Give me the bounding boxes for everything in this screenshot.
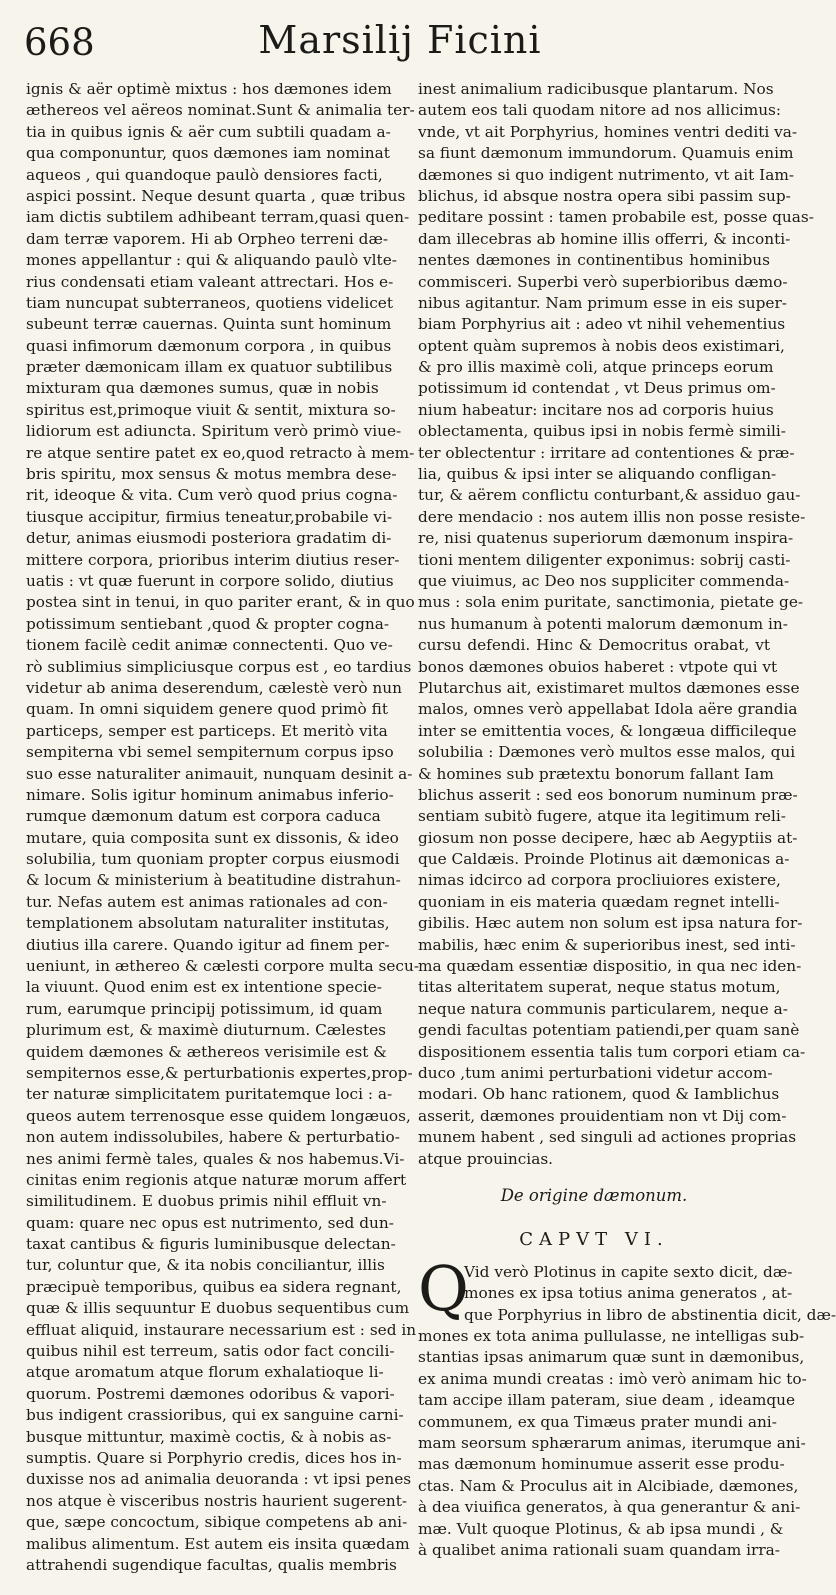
text-line: aspici possint. Neque desunt quarta , quæ tribus (26, 186, 406, 205)
text-line: uatis : vt quæ fuerunt in corpore solido, diutius (26, 571, 394, 590)
text-line: bris spiritu, mox sensus & motus membra dese- (26, 465, 397, 484)
text-line: attrahendi sugendique facultas, qualis membris (26, 1555, 397, 1574)
text-line: mam seorsum sphærarum animas, iterumque ani- (418, 1434, 806, 1453)
text-line: re, nisi quatenus superiorum dæmonum inspira- (418, 529, 794, 548)
text-line: vnde, vt ait Porphyrius, homines ventri dediti va- (418, 122, 798, 141)
text-line: qua componuntur, quos dæmones iam nominat (26, 144, 390, 163)
text-line: ueniunt, in æthereo & cælesti corpore multa secu- (26, 957, 420, 976)
text-line: que Porphyrius in libro de abstinentia dicit, dæ- (464, 1305, 836, 1324)
text-line: subeunt terræ cauernas. Quinta sunt hominum (26, 315, 392, 334)
text-line: potissimum id contendat , vt Deus primus om- (418, 379, 776, 398)
text-line: optent quàm supremos à nobis deos existimari, (418, 336, 785, 355)
text-line: mittere corpora, prioribus interim diutius reser- (26, 550, 400, 569)
text-line: plurimum est, & maximè diuturnum. Cælestes (26, 1021, 386, 1040)
text-line: giosum non posse decipere, hæc ab Aegyptiis at- (418, 828, 798, 847)
text-line: rum, earumque principij potissimum, id quam (26, 999, 383, 1018)
text-line: tiam nuncupat subterraneos, quotiens videlicet (26, 293, 393, 312)
text-line: ter naturæ simplicitatem puritatemque loci : a- (26, 1085, 393, 1104)
text-line: rius condensati etiam valeant attrectari. Hos e- (26, 272, 394, 291)
chapter-indented-lines (418, 1262, 836, 1326)
text-line: quæ & illis sequuntur E duobus sequentibus cum (26, 1299, 410, 1318)
text-line: quorum. Postremi dæmones odoribus & vapori- (26, 1384, 395, 1403)
text-line: nus humanum à potenti malorum dæmonum in- (418, 614, 788, 633)
text-line: ignis & aër optimè mixtus : hos dæmones idem (26, 80, 392, 98)
text-line: lia, quibus & ipsi inter se aliquando confligan- (418, 465, 777, 484)
text-line: rit, ideoque & vita. Cum verò quod prius cogna- (26, 486, 398, 505)
text-line: stantias ipsas animarum quæ sunt in dæmonibus, (418, 1348, 805, 1367)
text-line: busque mittuntur, maximè coctis, & à nobis as- (26, 1427, 392, 1446)
text-line: dispositionem essentia talis tum corpori etiam ca- (418, 1042, 806, 1061)
text-line: similitudinem. E duobus primis nihil effluit vn- (26, 1192, 387, 1211)
text-line: spiritus est,primoque viuit & sentit, mixtura so- (26, 400, 396, 419)
text-line: lidiorum est adiuncta. Spiritum verò primò viue- (26, 422, 402, 441)
text-line: nes animi fermè tales, quales & nos habemus.Vi- (26, 1149, 405, 1168)
chapter-heading: CAPVT VI. (519, 1228, 669, 1250)
text-line: neque natura communis particularem, neque a- (418, 999, 788, 1018)
text-line: effluat aliquid, instaurare necessarium est : sed in (26, 1320, 417, 1339)
text-line: rò sublimius simpliciusque corpus est , eo tardius (26, 657, 412, 676)
text-line: duco ,tum animi perturbationi videtur accom- (418, 1063, 773, 1082)
text-line: rumque dæmonum datum est corpora caduca (26, 807, 381, 826)
text-line: suo esse naturaliter animauit, nunquam desinit a- (26, 764, 413, 783)
text-line: duxisse nos ad animalia deuoranda : vt ipsi penes (26, 1470, 412, 1489)
text-line: sempiternos esse,& perturbationis expertes,prop- (26, 1063, 413, 1082)
text-line: ctas. Nam & Proculus ait in Alcibiade, dæmones, (418, 1476, 799, 1495)
text-line: tur. Nefas autem est animas rationales ad con- (26, 892, 388, 911)
text-line: sa fiunt dæmonum immundorum. Quamuis enim (418, 144, 794, 163)
text-line: que viuimus, ac Deo nos suppliciter commenda- (418, 571, 790, 590)
text-line: nos atque è visceribus nostris haurient sugerent- (26, 1491, 408, 1510)
text-line: & pro illis maximè coli, atque princeps eorum (418, 358, 774, 377)
text-line: que Caldæis. Proinde Plotinus ait dæmonicas a- (418, 850, 790, 869)
text-line: re atque sentire patet ex eo,quod retracto à mem- (26, 443, 415, 462)
running-title: Marsilij Ficini (258, 18, 542, 62)
text-line: mones appellantur : qui & aliquando paulò vlte- (26, 251, 397, 270)
text-line: mus : sola enim puritate, sanctimonia, pietate ge- (418, 593, 804, 612)
text-line: biam Porphyrius ait : adeo vt nihil vehementius (418, 315, 786, 334)
page-number: 668 (24, 21, 95, 64)
text-line: non autem indissolubiles, habere & perturbatio- (26, 1128, 400, 1147)
text-line: titas alteritatem superat, neque status motum, (418, 978, 781, 997)
text-line: Vid verò Plotinus in capite sexto dicit, dæ- (464, 1262, 793, 1281)
text-line: mixturam qua dæmones sumus, quæ in nobis (26, 379, 379, 398)
text-line: iam dictis subtilem adhibeant terram,quasi quen- (26, 208, 410, 227)
text-line: communem, ex qua Timæus prater mundi ani- (418, 1412, 777, 1431)
text-line: præter dæmonicam illam ex quatuor subtilibus (26, 358, 393, 377)
text-line: atque prouincias. (418, 1149, 554, 1168)
text-line: gibilis. Hæc autem non solum est ipsa natura for- (418, 914, 803, 933)
text-line: dere mendacio : nos autem illis non posse resiste- (418, 507, 806, 526)
text-line: nium habeatur: incitare nos ad corporis huius (418, 400, 774, 419)
text-line: quasi infimorum dæmonum corpora , in quibus (26, 336, 392, 355)
text-line: mones ex tota anima pullulasse, ne intelligas sub- (418, 1327, 805, 1346)
text-line: postea sint in tenui, in quo pariter erant, & in quo (26, 593, 415, 612)
text-line: mabilis, hæc enim & superioribus inest, sed inti- (418, 935, 796, 954)
text-line: inest animalium radicibusque plantarum. Nos (418, 80, 774, 98)
text-line: & locum & ministerium à beatitudine distrahun- (26, 871, 401, 890)
text-line: oblectamenta, quibus ipsi in nobis fermè simili- (418, 422, 786, 441)
text-line: Plutarchus ait, existimaret multos dæmones esse (418, 678, 800, 697)
text-line: tam accipe illam pateram, siue deam , ideamque (418, 1391, 796, 1410)
text-line: malos, omnes verò appellabat Idola aëre grandia (418, 700, 798, 719)
text-line: nimare. Solis igitur hominum animabus inferio- (26, 785, 394, 804)
text-line: peditare possint : tamen probabile est, posse quas- (418, 208, 814, 227)
text-line: inter se emittentia voces, & longæua difficileque (418, 721, 797, 740)
text-line: atque aromatum atque florum exhalatioque li- (26, 1363, 384, 1382)
text-line: gendi facultas potentiam patiendi,per quam sanè (418, 1021, 800, 1040)
text-line: queos autem terrenosque esse quidem longæuos, (26, 1106, 411, 1125)
text-line: tur, & aërem conflictu conturbant,& assiduo gau- (418, 486, 801, 505)
text-line: nentes dæmones in continentibus hominibus (418, 251, 770, 270)
text-line: à dea viuifica generatos, à qua generantur & ani- (418, 1498, 801, 1517)
text-line: tur, coluntur que, & ita nobis conciliantur, illis (26, 1256, 385, 1275)
text-line: à qualibet anima rationali suam quandam irra- (418, 1541, 780, 1559)
text-line: potissimum sentiebant ,quod & propter cogna- (26, 614, 390, 633)
text-line: la viuunt. Quod enim est ex intentione specie- (26, 978, 382, 997)
text-line: solubilia, tum quoniam propter corpus eiusmodi (26, 850, 400, 869)
text-line: taxat cantibus & figuris luminibusque delectan- (26, 1235, 396, 1254)
text-line: commisceri. Superbi verò superbioribus dæmo- (418, 272, 788, 291)
text-line: modari. Ob hanc rationem, quod & Iamblichus (418, 1085, 780, 1104)
text-line: quoniam in eis materia quædam regnet intelli- (418, 892, 780, 911)
text-line: malibus alimentum. Est autem eis insita quædam (26, 1534, 410, 1553)
text-line: diutius illa carere. Quando igitur ad finem per- (26, 935, 390, 954)
text-line: & homines sub prætextu bonorum fallant Iam (418, 764, 774, 783)
text-line: nimas idcirco ad corpora procliuiores existere, (418, 871, 781, 890)
text-line: tionem facilè cedit animæ connectenti. Quo ve- (26, 636, 393, 655)
section-subheading: De origine dæmonum. (500, 1185, 688, 1205)
text-line: quam: quare nec opus est nutrimento, sed dun- (26, 1213, 394, 1232)
text-line: mæ. Vult quoque Plotinus, & ab ipsa mundi , & (418, 1519, 784, 1538)
text-line: solubilia : Dæmones verò multos esse malos, qui (418, 743, 796, 762)
text-line: ma quædam essentiæ dispositio, in qua nec iden- (418, 957, 802, 976)
text-line: videtur ab anima deserendum, cælestè verò nun (26, 678, 402, 697)
text-line: præcipuè temporibus, quibus ea sidera regnant, (26, 1277, 402, 1296)
text-line: bus indigent crassioribus, qui ex sanguine carni- (26, 1406, 404, 1425)
text-line: autem eos tali quodam nitore ad nos allicimus: (418, 101, 782, 120)
text-line: tiusque accipitur, firmius teneatur,probabile vi- (26, 507, 393, 526)
text-line: particeps, semper est particeps. Et meritò vita (26, 721, 388, 740)
text-line: tioni mentem diligenter exponimus: sobrij casti- (418, 550, 791, 569)
text-line: dam illecebras ab homine illis offerri, & inconti- (418, 229, 791, 248)
text-line: sumptis. Quare si Porphyrio credis, dices hos in- (26, 1449, 402, 1467)
chapter-opening (418, 1251, 836, 1326)
drop-cap: Q (418, 1251, 469, 1325)
text-line: quibus nihil est terreum, satis odor fact concili- (26, 1342, 395, 1361)
text-line: ex anima mundi creatas : imò verò animam hic to- (418, 1369, 807, 1388)
text-line: dæmones si quo indigent nutrimento, vt ait Iam- (418, 165, 795, 184)
text-line: bonos dæmones obuios haberet : vtpote qui vt (418, 657, 778, 676)
text-line: æthereos vel aëreos nominat.Sunt & animalia ter- (26, 101, 415, 120)
text-line: cursu defendi. Hinc & Democritus orabat, vt (418, 636, 770, 655)
text-line: sempiterna vbi semel sempiternum corpus ipso (26, 743, 394, 762)
text-line: blichus asserit : sed eos bonorum numinum præ- (418, 785, 798, 804)
text-line: cinitas enim regionis atque naturæ morum affert (26, 1170, 407, 1189)
text-line: que, sæpe concoctum, sibique competens ab ani- (26, 1513, 408, 1532)
text-line: mas dæmonum hominumue asserit esse produ- (418, 1455, 785, 1474)
text-line: aqueos , qui quandoque paulò densiores facti, (26, 165, 383, 184)
text-line: sentiam subitò fugere, atque ita legitimum reli- (418, 807, 786, 826)
text-line: quidem dæmones & æthereos verisimile est & (26, 1042, 387, 1061)
text-line: nibus agitantur. Nam primum esse in eis super- (418, 293, 787, 312)
text-line: mones ex ipsa totius anima generatos , at- (464, 1284, 793, 1303)
right-column (418, 79, 836, 1561)
right-column-body (418, 79, 814, 1170)
chapter-body (418, 1326, 807, 1561)
text-line: templationem absolutam naturaliter institutas, (26, 914, 390, 933)
text-line: detur, animas eiusmodi posteriora gradatim di- (26, 529, 392, 548)
text-line: munem habent , sed singuli ad actiones proprias (418, 1128, 797, 1147)
text-line: ter oblectentur : irritare ad contentiones & præ- (418, 443, 795, 462)
text-line: dam terræ vaporem. Hi ab Orpheo terreni dæ- (26, 229, 389, 248)
text-line: mutare, quia composita sunt ex dissonis, & ideo (26, 828, 399, 847)
left-column (26, 79, 420, 1576)
text-line: asserit, dæmones prouidentiam non vt Dij com- (418, 1106, 787, 1125)
text-line: blichus, id absque nostra opera sibi passim sup- (418, 186, 791, 205)
text-line: quam. In omni siquidem genere quod primò fit (26, 700, 388, 719)
text-line: tia in quibus ignis & aër cum subtili quadam a- (26, 122, 391, 141)
